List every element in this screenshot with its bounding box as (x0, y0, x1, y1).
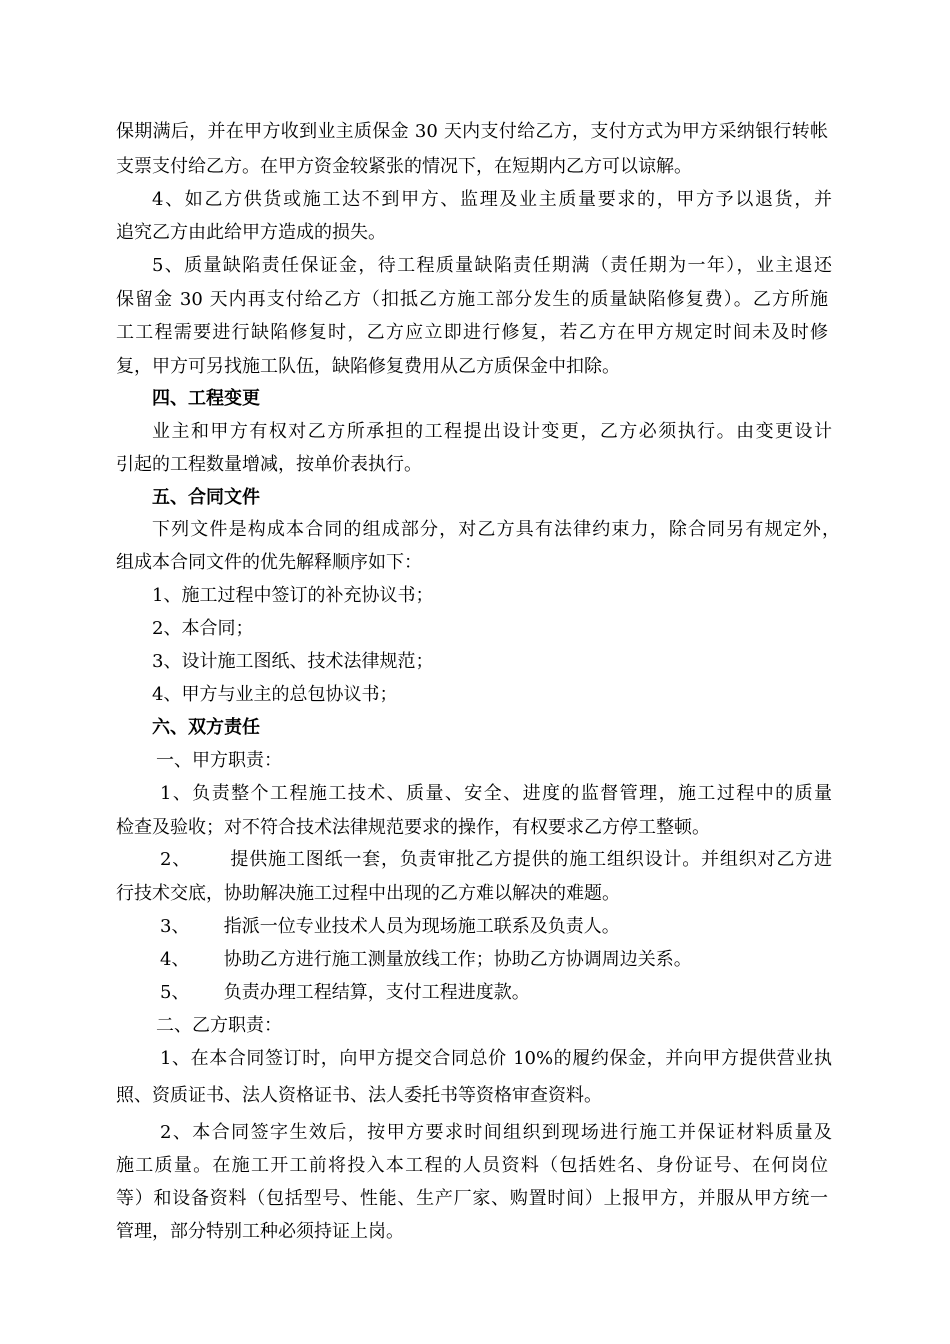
text-line: 支票支付给乙方。在甲方资金较紧张的情况下，在短期内乙方可以谅解。 (116, 156, 692, 177)
text-line: 复，甲方可另找施工队伍，缺陷修复费用从乙方质保金中扣除。 (116, 356, 620, 377)
text-line: 检查及验收；对不符合技术法律规范要求的操作，有权要求乙方停工整顿。 (116, 817, 710, 838)
text-line: 保留金 30 天内再支付给乙方（扣抵乙方施工部分发生的质量缺陷修复费）。乙方所施 (116, 289, 828, 310)
list-item: 3、 指派一位专业技术人员为现场施工联系及负责人。 (160, 916, 620, 937)
text-line: 照、资质证书、法人资格证书、法人委托书等资格审查资料。 (116, 1085, 602, 1106)
text-line: 管理，部分特别工种必须持证上岗。 (116, 1221, 404, 1242)
subsection-heading: 二、乙方职责： (156, 1015, 282, 1036)
text-line: 行技术交底，协助解决施工过程中出现的乙方难以解决的难题。 (116, 883, 620, 904)
section-heading: 六、双方责任 (152, 717, 260, 738)
text-line: 组成本合同文件的优先解释顺序如下： (116, 552, 422, 573)
text-line: 1、负责整个工程施工技术、质量、安全、进度的监督管理，施工过程中的质量 (160, 783, 832, 804)
text-line: 4、如乙方供货或施工达不到甲方、监理及业主质量要求的，甲方予以退货，并 (152, 189, 832, 210)
list-item: 3、设计施工图纸、技术法律规范； (152, 651, 434, 672)
list-item: 4、 协助乙方进行施工测量放线工作；协助乙方协调周边关系。 (160, 949, 692, 970)
text-line: 1、在本合同签订时，向甲方提交合同总价 10%的履约保金，并向甲方提供营业执 (160, 1048, 832, 1069)
text-line: 追究乙方由此给甲方造成的损失。 (116, 222, 386, 243)
text-line: 2、 提供施工图纸一套，负责审批乙方提供的施工组织设计。并组织对乙方进 (160, 849, 832, 870)
text-line: 5、质量缺陷责任保证金，待工程质量缺陷责任期满（责任期为一年），业主退还 (152, 255, 832, 276)
text-line: 施工质量。在施工开工前将投入本工程的人员资料（包括姓名、身份证号、在何岗位 (116, 1155, 828, 1176)
list-item: 4、甲方与业主的总包协议书； (152, 684, 398, 705)
list-item: 1、施工过程中签订的补充协议书； (152, 585, 434, 606)
text-line: 2、本合同签字生效后，按甲方要求时间组织到现场进行施工并保证材料质量及 (160, 1122, 832, 1143)
text-line: 工工程需要进行缺陷修复时，乙方应立即进行修复，若乙方在甲方规定时间未及时修 (116, 322, 828, 343)
text-line: 保期满后，并在甲方收到业主质保金 30 天内支付给乙方，支付方式为甲方采纳银行转帐 (116, 121, 828, 142)
list-item: 5、 负责办理工程结算，支付工程进度款。 (160, 982, 530, 1003)
subsection-heading: 一、甲方职责： (156, 750, 282, 771)
text-line: 引起的工程数量增减，按单价表执行。 (116, 454, 422, 475)
text-line: 等）和设备资料（包括型号、性能、生产厂家、购置时间）上报甲方，并服从甲方统一 (116, 1188, 828, 1209)
section-heading: 四、工程变更 (152, 388, 260, 409)
text-line: 业主和甲方有权对乙方所承担的工程提出设计变更，乙方必须执行。由变更设计 (152, 421, 832, 442)
text-line: 下列文件是构成本合同的组成部分，对乙方具有法律约束力，除合同另有规定外， (152, 519, 840, 540)
list-item: 2、本合同； (152, 618, 254, 639)
section-heading: 五、合同文件 (152, 487, 260, 508)
